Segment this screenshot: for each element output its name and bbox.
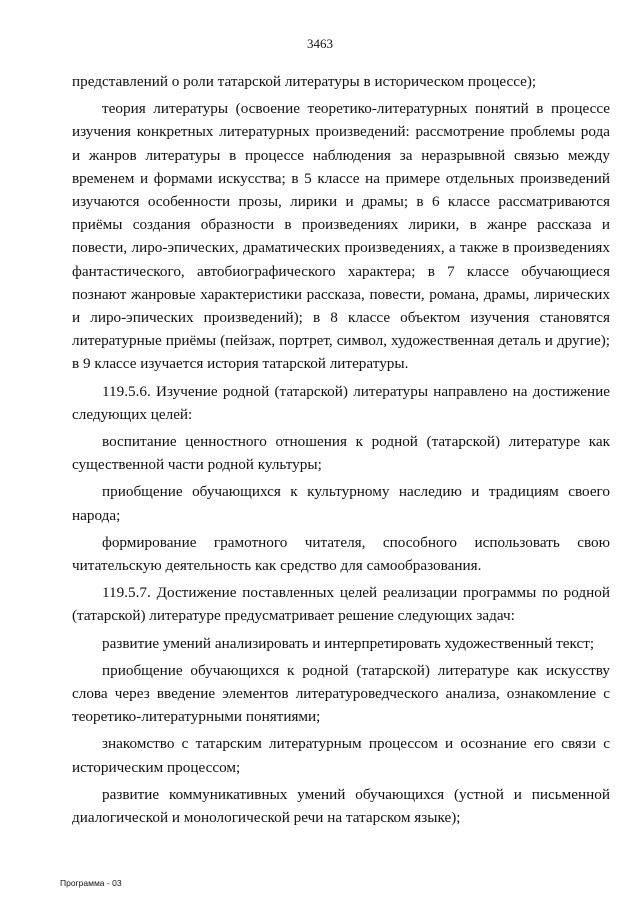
paragraph-task-art-of-word: приобщение обучающихся к родной (татарской) литературе как искусству слова через введение элементов литературоведческого анализа, ознакомление с теоретико-литературными понятиями; [72,661,610,726]
paragraph-section-119-5-6: 119.5.6. Изучение родной (татарской) литературы направлено на достижение следующих целей: [72,382,610,423]
document-body [72,70,610,829]
footer-label: Программа - 03 [60,878,122,888]
paragraph-continuation: представлений о роли татарской литературы в историческом процессе); [72,73,537,90]
paragraph-goal-values: воспитание ценностного отношения к родной (татарской) литературе как существенной части родной культуры; [72,433,610,474]
paragraph-task-literary-process: знакомство с татарским литературным процессом и осознание его связи с историческим процессом; [72,735,610,776]
paragraph-section-119-5-7: 119.5.7. Достижение поставленных целей реализации программы по родной (татарской) литературе предусматривает решение следующих задач: [72,584,610,625]
paragraph-goal-heritage: приобщение обучающихся к культурному наследию и традициям своего народа; [72,483,610,524]
paragraph-task-analysis: развитие умений анализировать и интерпретировать художественный текст; [102,634,595,652]
paragraph-task-communication: развитие коммуникативных умений обучающихся (устной и письменной диалогической и монологической речи на татарском языке); [72,785,610,827]
page-number: 3463 [307,36,333,51]
paragraph-goal-reader: формирование грамотного читателя, способного использовать свою читательскую деятельность как средство для самообразования. [72,533,610,575]
paragraph-literature-theory: теория литературы (освоение теоретико-литературных понятий в процессе изучения конкретных литературных произведений: рассмотрение проблемы рода и жанров литературы в процессе наблюдения за неразрывной связью между временем и формами искусства; в 5 классе на примере отдельных произведений изучаются особенности прозы, лирики и драмы; в 6 классе рассматриваются приёмы создания образности в произведениях лирики, в жанре рассказа и повести, лиро-эпических, драматических произведениях, а также в произведениях фантастического, автобиографического характера; в 7 классе обучающиеся познают жанровые характеристики рассказа, повести, романа, драмы, лирических и лиро-эпических произведений); в 8 классе объектом изучения становятся литературные приёмы (пейзаж, портрет, символ, художественная деталь и другие); в 9 классе изучается история татарской литературы. [72,100,610,373]
